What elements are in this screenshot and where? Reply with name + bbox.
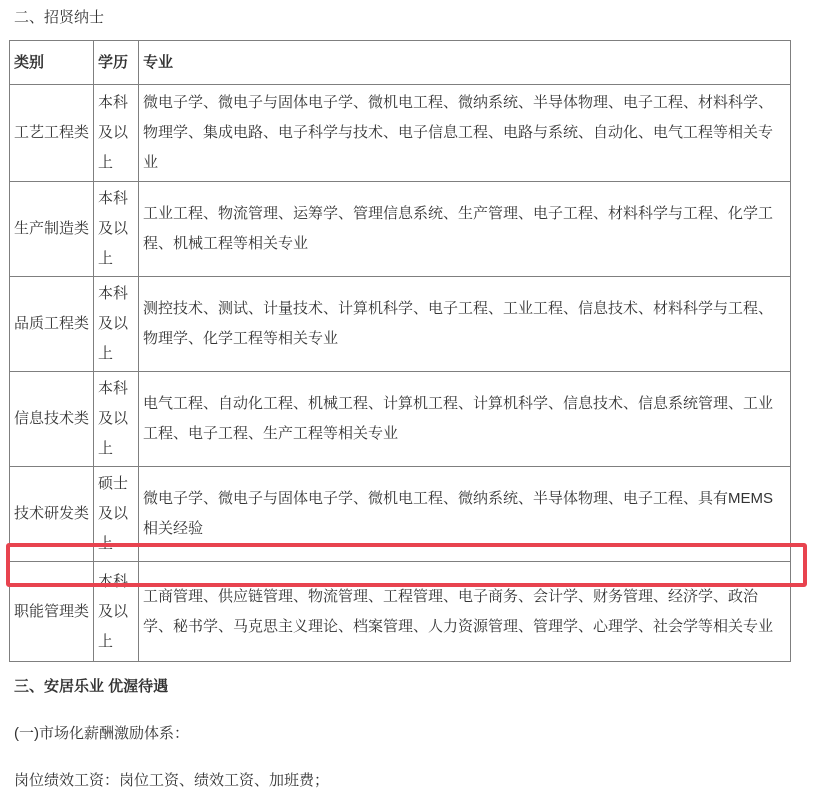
majors-cell: 微电子学、微电子与固体电子学、微机电工程、微纳系统、半导体物理、电子工程、具有MEMS相关经验 xyxy=(139,467,791,562)
benefits-paragraph: 岗位绩效工资：岗位工资、绩效工资、加班费； xyxy=(14,772,330,789)
header-major: 专业 xyxy=(139,41,791,85)
table-row xyxy=(10,467,791,562)
category-cell: 工艺工程类 xyxy=(10,85,94,182)
table-row xyxy=(10,182,791,277)
education-cell: 硕士及以上 xyxy=(94,467,139,562)
benefits-paragraph: (一)市场化薪酬激励体系： xyxy=(14,725,189,742)
majors-cell: 测控技术、测试、计量技术、计算机科学、电子工程、工业工程、信息技术、材料科学与工程、物理学、化学工程等相关专业 xyxy=(139,277,791,372)
education-cell: 本科及以上 xyxy=(94,372,139,467)
table-row xyxy=(10,372,791,467)
education-cell: 本科及以上 xyxy=(94,277,139,372)
category-cell: 品质工程类 xyxy=(10,277,94,372)
category-cell: 信息技术类 xyxy=(10,372,94,467)
recruitment-table xyxy=(9,40,791,662)
majors-cell: 工商管理、供应链管理、物流管理、工程管理、电子商务、会计学、财务管理、经济学、政治学、秘书学、马克思主义理论、档案管理、人力资源管理、管理学、心理学、社会学等相关专业 xyxy=(139,562,791,662)
table-header-row xyxy=(10,41,791,85)
majors-cell: 工业工程、物流管理、运筹学、管理信息系统、生产管理、电子工程、材料科学与工程、化学工程、机械工程等相关专业 xyxy=(139,182,791,277)
education-cell: 本科及以上 xyxy=(94,562,139,662)
table-row xyxy=(10,85,791,182)
category-cell: 职能管理类 xyxy=(10,562,94,662)
category-cell: 生产制造类 xyxy=(10,182,94,277)
section-recruit-title: 二、招贤纳士 xyxy=(14,9,105,26)
education-cell: 本科及以上 xyxy=(94,182,139,277)
header-education: 学历 xyxy=(94,41,139,85)
education-cell: 本科及以上 xyxy=(94,85,139,182)
majors-cell: 电气工程、自动化工程、机械工程、计算机工程、计算机科学、信息技术、信息系统管理、工业工程、电子工程、生产工程等相关专业 xyxy=(139,372,791,467)
table-row xyxy=(10,277,791,372)
category-cell: 技术研发类 xyxy=(10,467,94,562)
majors-cell: 微电子学、微电子与固体电子学、微机电工程、微纳系统、半导体物理、电子工程、材料科学、物理学、集成电路、电子科学与技术、电子信息工程、电路与系统、自动化、电气工程等相关专业 xyxy=(139,85,791,182)
header-category: 类别 xyxy=(10,41,94,85)
table-row xyxy=(10,562,791,662)
section-benefits-title: 三、安居乐业 优渥待遇 xyxy=(14,678,169,695)
